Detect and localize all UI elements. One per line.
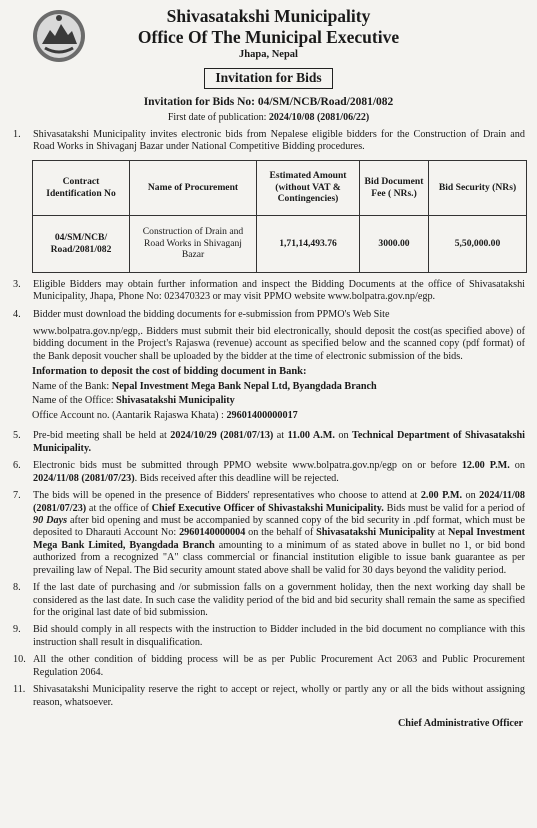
publication-date: First date of publication: 2024/10/08 (2081/06/22): [167, 111, 370, 123]
list-item: 4. Bidder must download the bidding documents for e-submission from PPMO's Web Site www.bolpatra.gov.np/egp,. Bidders must submit their bid electronically, should deposit the cost(as specified above) of bidding document in the Project's Rajaswa (revenue) account as specified below and the scanned copy (pdf format) of the Bank deposit voucher shall be uploaded by the bidder at the time of electronic submission of the bids.: [13, 308, 525, 362]
bank-info-title: Information to deposit the cost of bidding document in Bank:: [32, 366, 307, 378]
signature-title: Chief Administrative Officer: [397, 718, 523, 730]
list-item: 7. The bids will be opened in the presence of Bidders' representatives who choose to attend at 2.00 P.M. on 2024/11/08 (2081/07/23) at the office of Chief Executive Officer of Shivastakshi Municipality. Bids must be valid for a period of 90 Days after bid opening and must be accompanied by scanned copy of the bid security in .pdf format, which must be deposited to Dharauti Account No: 2960140000004 on the behalf of Shivasatakshi Municipality at Nepal Investment Mega Bank Limited, Byangdada Branch amounting to a minimum of as stated above in bullet no 1, or bid bond authorized from a recognized "A" class commercial or financial institution eligible to issue bank guarantee as per prevailing law of Nepal. The Bid security amount stated above shall be valid for 30 days beyond the validity period.: [13, 490, 526, 576]
cell-document-fee: 3000.00: [360, 215, 429, 272]
list-item: 6. Electronic bids must be submitted through PPMO website www.bolpatra.gov.np/egp on or before 12.00 P.M. on 2024/11/08 (2081/07/23). Bids received after this deadline will be rejected.: [13, 460, 525, 484]
list-item: 5. Pre-bid meeting shall be held at 2024/10/29 (2081/07/13) at 11.00 A.M. on Technical Department of Shivasatakshi Municipality.: [13, 430, 526, 454]
header-estimated-amount: Estimated Amount (without VAT & Contingencies): [257, 160, 360, 215]
table-header-row: [33, 160, 527, 215]
procurement-table: [32, 160, 527, 273]
municipality-name: Shivasatakshi Municipality: [166, 6, 371, 26]
location: Jhapa, Nepal: [239, 49, 298, 61]
notice-title: Invitation for Bids: [204, 68, 332, 88]
list-item: 10. All the other condition of bidding process will be as per Public Procurement Act 2063 and Public Procurement Regulation 2064.: [13, 654, 525, 678]
list-item: 11. Shivasatakshi Municipality reserve the right to accept or reject, wholly or partly any or all the bids without assigning reason, whatsoever.: [13, 684, 525, 708]
office-name-line: Name of the Office: Shivasatakshi Municipality: [32, 395, 235, 407]
account-number: Office Account no. (Aantarik Rajaswa Khata) : 29601400000017: [32, 409, 298, 421]
list-item: 3. Eligible Bidders may obtain further information and inspect the Bidding Documents at the office of Shivasatakshi Municipality, Jhapa, Phone No: 023470323 or may visit PPMO website www.bolpatra.gov.np/egp.: [13, 278, 525, 303]
header-bid-security: Bid Security (NRs): [429, 160, 527, 215]
header-document-fee: Bid Document Fee ( NRs.): [360, 160, 429, 215]
nepal-emblem-icon: [30, 8, 88, 64]
bank-name: Name of the Bank: Nepal Investment Mega Bank Nepal Ltd, Byangdada Branch: [32, 381, 377, 393]
bid-reference: Invitation for Bids No: 04/SM/NCB/Road/2081/082: [143, 95, 394, 108]
header-procurement: Name of Procurement: [130, 160, 257, 215]
bank-info: [32, 366, 525, 422]
cell-estimated-amount: 1,71,14,493.76: [257, 215, 360, 272]
list-item: 8. If the last date of purchasing and /or submission falls on a government holiday, then the next working day shall be considered as the last date. In such case the validity period of the bid and bid security shall remain the same as specified for the original last date of bid submission.: [13, 582, 525, 619]
table-row: [33, 215, 527, 272]
cell-contract-id: 04/SM/NCB/ Road/2081/082: [33, 215, 130, 272]
cell-procurement: Construction of Drain and Road Works in Shivaganj Bazar: [130, 215, 257, 272]
office-name: Office Of The Municipal Executive: [137, 26, 400, 47]
letterhead: [12, 0, 525, 62]
list-item: 9. Bid should comply in all respects with the instruction to Bidder included in the bid document no compliance with this instruction shall result in disqualification.: [13, 624, 525, 648]
list-item: 1. Shivasatakshi Municipality invites electronic bids from Nepalese eligible bidders for the Construction of Drain and Road Works in Shivaganj Bazar under National Competitive Bidding procedures.: [13, 128, 525, 153]
cell-bid-security: 5,50,000.00: [429, 215, 527, 272]
header-contract-id: Contract Identification No: [33, 160, 130, 215]
